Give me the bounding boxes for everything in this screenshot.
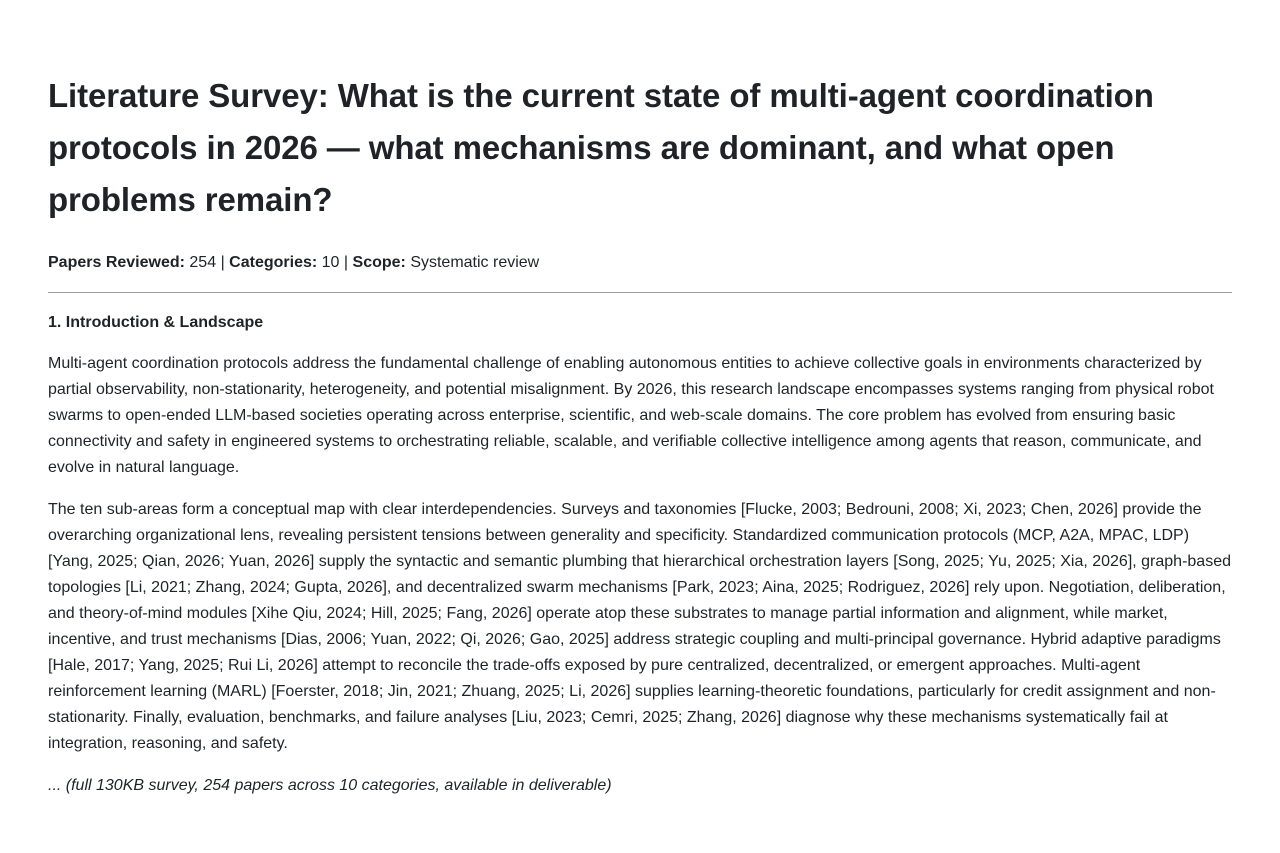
papers-reviewed-value: 254: [189, 254, 217, 271]
papers-reviewed-label: Papers Reviewed:: [48, 254, 185, 271]
document-title: Literature Survey: What is the current state of multi-agent coordination protocols in 2026 — what mechanisms are dominant, and what open problems remain?: [48, 77, 1154, 218]
survey-meta: [48, 252, 1232, 274]
scope-label: Scope:: [352, 254, 406, 271]
scope-value: Systematic review: [410, 254, 540, 271]
truncation-note: ... (full 130KB survey, 254 papers across 10 categories, available in deliverable): [48, 777, 612, 794]
meta-separator: |: [220, 254, 225, 271]
categories-label: Categories:: [229, 254, 318, 271]
section-divider: [48, 292, 1232, 293]
meta-separator: |: [343, 254, 349, 271]
categories-value: 10: [321, 254, 340, 271]
body-paragraph: The ten sub-areas form a conceptual map with clear interdependencies. Surveys and taxonomies [Flucke, 2003; Bedrouni, 2008; Xi, 2023; Chen, 2026] provide the overarching organizational lens, revealing persistent tensions between generality and specificity. Standardized communication protocols (MCP, A2A, MPAC, LDP) [Yang, 2025; Qian, 2026; Yuan, 2026] supply the syntactic and semantic plumbing that hierarchical orchestration layers [Song, 2025; Yu, 2025; Xia, 2026], graph-based topologies [Li, 2021; Zhang, 2024; Gupta, 2026], and decentralized swarm mechanisms [Park, 2023; Aina, 2025; Rodriguez, 2026] rely upon. Negotiation, deliberation, and theory-of-mind modules [Xihe Qiu, 2024; Hill, 2025; Fang, 2026] operate atop these substrates to manage partial information and alignment, while market, incentive, and trust mechanisms [Dias, 2006; Yuan, 2022; Qi, 2026; Gao, 2025] address strategic coupling and multi-principal governance. Hybrid adaptive paradigms [Hale, 2017; Yang, 2025; Rui Li, 2026] attempt to reconcile the trade-offs exposed by pure centralized, decentralized, or emergent approaches. Multi-agent reinforcement learning (MARL) [Foerster, 2018; Jin, 2021; Zhuang, 2025; Li, 2026] supplies learning-theoretic foundations, particularly for credit assignment and non-stationarity. Finally, evaluation, benchmarks, and failure analyses [Liu, 2023; Cemri, 2025; Zhang, 2026] diagnose why these mechanisms systematically fail at integration, reasoning, and safety.: [48, 501, 1231, 752]
section-heading: 1. Introduction & Landscape: [48, 314, 264, 331]
body-paragraph: Multi-agent coordination protocols address the fundamental challenge of enabling autonomous entities to achieve collective goals in environments characterized by partial observability, non-stationarity, heterogeneity, and potential misalignment. By 2026, this research landscape encompasses systems ranging from physical robot swarms to open-ended LLM-based societies operating across enterprise, scientific, and web-scale domains. The core problem has evolved from ensuring basic connectivity and safety in engineered systems to orchestrating reliable, scalable, and verifiable collective intelligence among agents that reason, communicate, and evolve in natural language.: [48, 355, 1214, 476]
